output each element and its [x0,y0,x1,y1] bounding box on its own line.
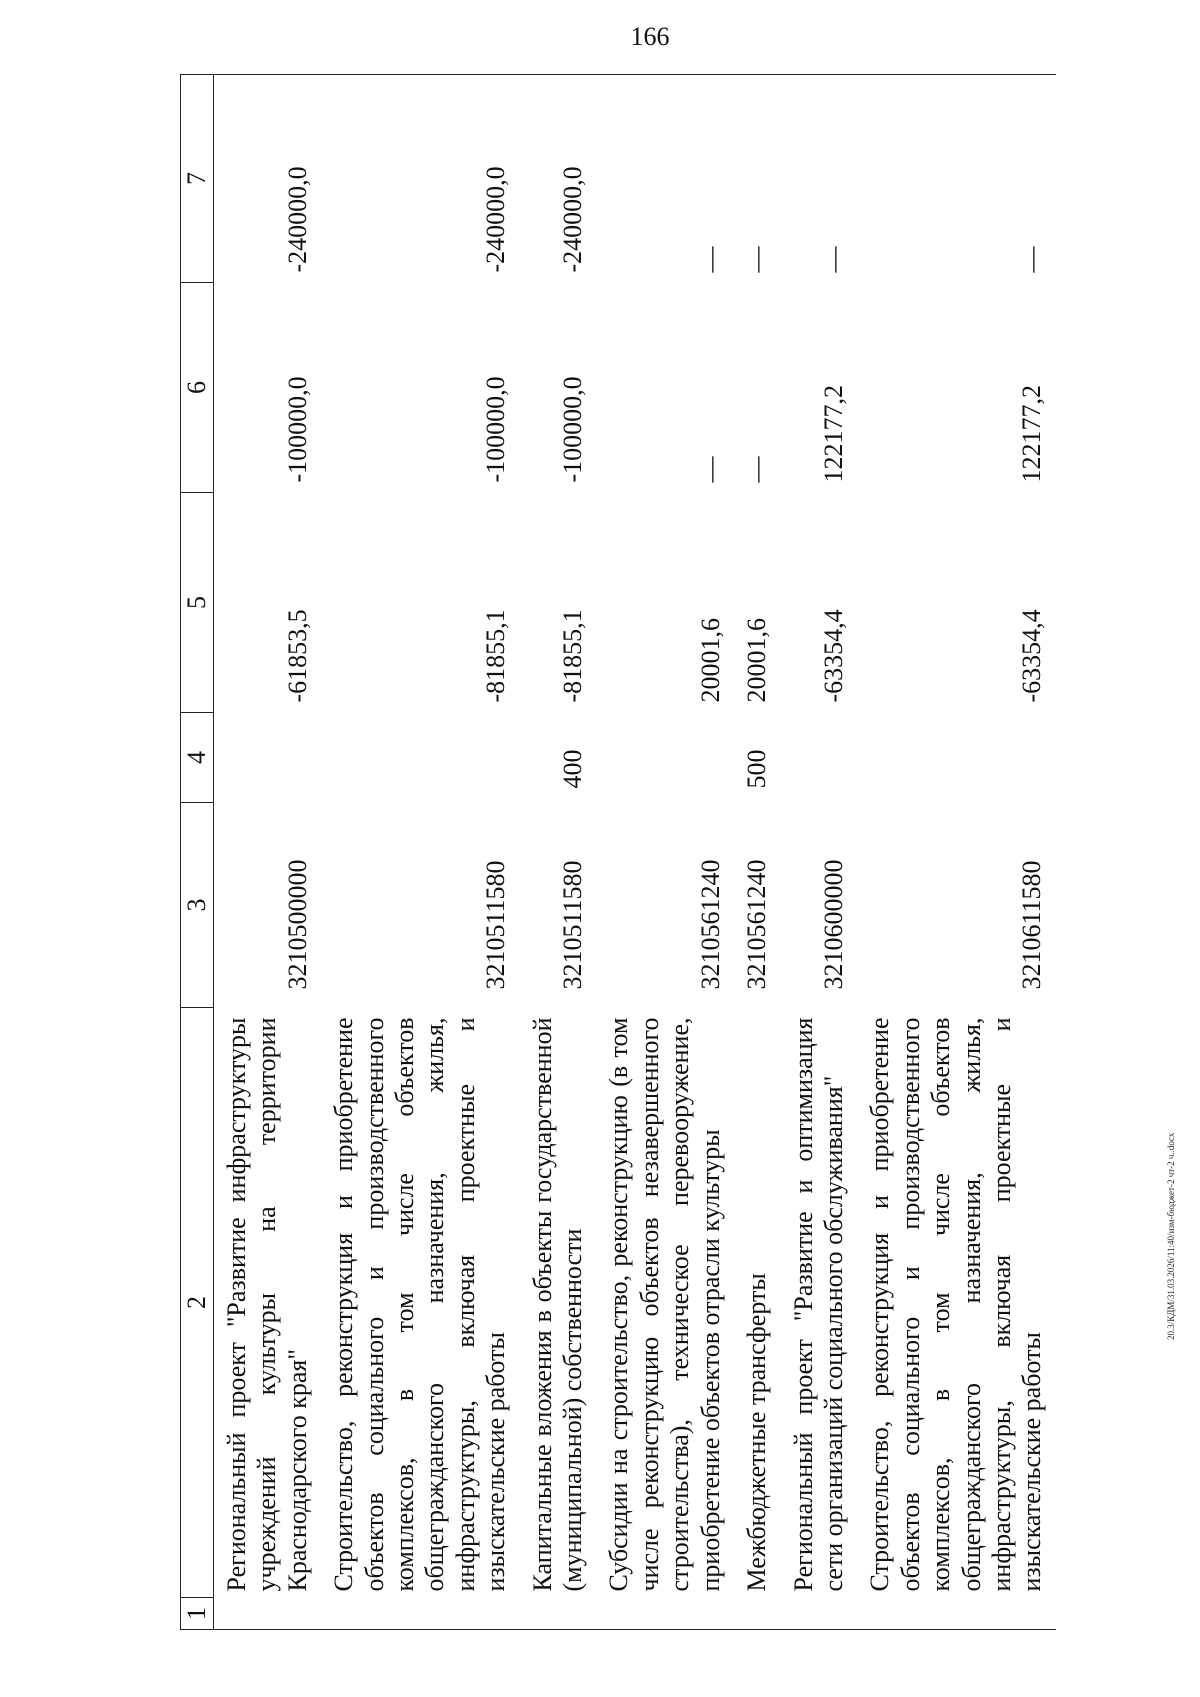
document-footer-filename: 20.3/КДМ/31.03.2026/11:40/изм-бюджет-2 чт-2 ч..docx [1166,1132,1176,1340]
row-name: Региональный проект "Развитие инфраструктуры учреждений культуры на территории Краснодарского края" [222,1017,312,1592]
row-expense-group [857,713,1055,803]
row-expense-group [321,713,519,803]
row-value-col5: -81855,1 [481,609,511,703]
row-name: Межбюджетные трансферты [742,1273,772,1592]
table-row [520,75,597,1630]
row-target-code: 3210600000 [818,859,848,990]
table-row [857,75,1055,1630]
row-value-col7: — [781,75,858,283]
row-index-cell [857,1598,1055,1630]
row-value-col5: -63354,4 [1017,609,1047,703]
row-name: Капитальные вложения в объекты государственной (муниципальной) собственности [527,1017,588,1592]
row-name: Субсидии на строительство, реконструкцию (в том числе реконструкцию объектов незавершенного строительства), техническое перевооружение, приобретение объектов отрасли культуры [604,1017,725,1592]
row-target-code: 3210561240 [695,859,725,990]
row-index-cell [734,1598,780,1630]
row-value-col7: — [857,75,1055,283]
page-number: 166 [630,22,670,51]
column-header-2: 2 [181,1008,214,1598]
row-target-code: 3210511580 [558,860,588,990]
row-target-code: 3210511580 [481,860,511,990]
column-header-3: 3 [181,803,214,1008]
row-target-code: 3210611580 [1017,860,1047,990]
row-name: Строительство, реконструкция и приобретение объектов социального и производственного комплексов, в том числе объектов общегражданского назначения, жилья, инфраструктуры, включая проектные и изыскательские работы [865,1017,1047,1592]
row-target-code: 3210500000 [282,859,312,990]
column-header-4: 4 [181,713,214,803]
table-header-row [181,75,214,1630]
row-name: Региональный проект "Развитие и оптимизация сети организаций социального обслуживания" [788,1017,848,1592]
column-header-5: 5 [181,493,214,713]
row-value-col5: 20001,6 [742,618,772,703]
row-index-cell [520,1598,597,1630]
row-value-col7: -240000,0 [321,75,519,283]
row-expense-group: 400 [558,749,588,789]
row-value-col6: — [742,456,772,483]
budget-table-container [180,75,1120,1630]
row-value-col7: -240000,0 [214,75,322,283]
row-value-col5: -61853,5 [282,609,312,703]
table-row [781,75,858,1630]
row-index-cell [321,1598,519,1630]
row-value-col5: 20001,6 [695,618,725,703]
row-value-col6: -100000,0 [481,376,511,483]
row-value-col6: -100000,0 [558,376,588,483]
row-expense-group [596,713,734,803]
column-header-1: 1 [181,1598,214,1630]
row-value-col6: — [695,456,725,483]
column-header-7: 7 [181,75,214,283]
row-value-col7: -240000,0 [520,75,597,283]
row-index-cell [781,1598,858,1630]
row-value-col7: — [734,75,780,283]
row-value-col6: 122177,2 [1017,385,1047,483]
table-row [596,75,734,1630]
row-index-cell [214,1598,322,1630]
row-target-code: 3210561240 [742,859,772,990]
row-value-col7: — [596,75,734,283]
column-header-6: 6 [181,283,214,493]
row-index-cell [596,1598,734,1630]
row-expense-group: 500 [742,749,772,789]
row-value-col6: 122177,2 [818,385,848,483]
table-row [734,75,780,1630]
row-value-col5: -63354,4 [818,609,848,703]
budget-table [180,74,1056,1630]
row-value-col6: -100000,0 [282,376,312,483]
row-expense-group [781,713,858,803]
row-expense-group [214,713,322,803]
row-value-col5: -81855,1 [558,609,588,703]
table-row [321,75,519,1630]
table-row [214,75,322,1630]
row-name: Строительство, реконструкция и приобретение объектов социального и производственного комплексов, в том числе объектов общегражданского назначения, жилья, инфраструктуры, включая проектные и изыскательские работы [329,1017,511,1592]
